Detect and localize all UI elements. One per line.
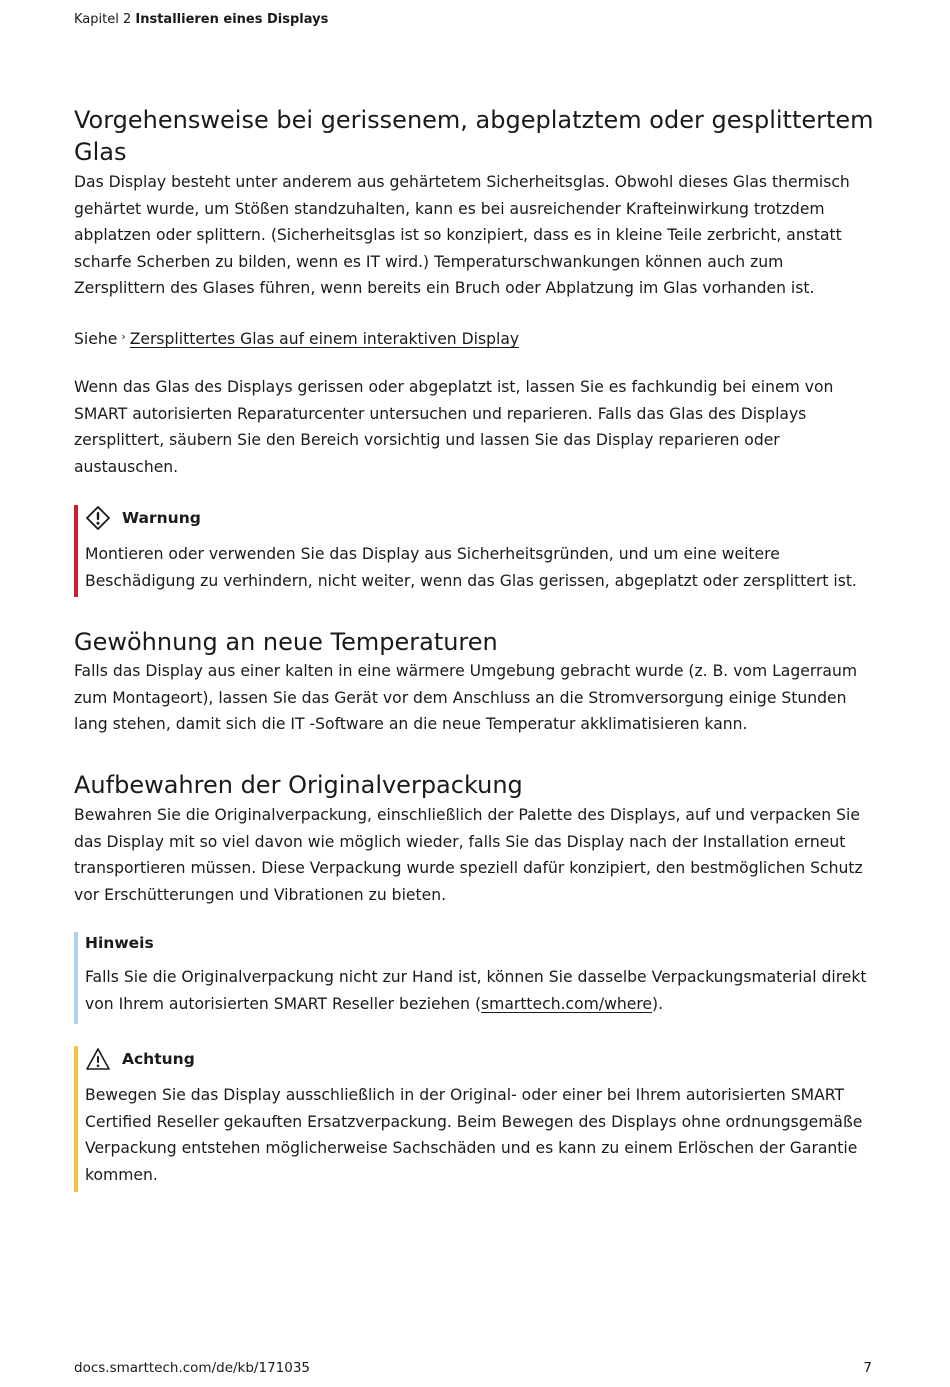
page-number: 7 xyxy=(863,1360,872,1376)
caution-body: Bewegen Sie das Display ausschließlich in der Original- oder einer bei Ihrem autorisierten SMART Certified Reseller gekauften Ersatzverpackung. Beim Bewegen des Displays ohne ordnungsgemäße Verpackung entstehen möglicherweise Sachschäden und es kann zu einem Erlöschen der Garantie kommen. xyxy=(85,1086,863,1184)
note-text: Falls Sie die Originalverpackung nicht zur Hand ist, können Sie dasselbe Verpackungsmaterial direkt von Ihrem autorisierten SMART Reseller beziehen ( xyxy=(85,968,867,1013)
note-text-end: ). xyxy=(652,994,664,1013)
warning-title: Warnung xyxy=(122,509,201,527)
note-bar xyxy=(74,932,78,1024)
note-header xyxy=(85,932,885,954)
see-label: Siehe xyxy=(74,330,118,348)
see-link[interactable]: Zersplittertes Glas auf einem interaktiven Display xyxy=(129,330,520,348)
warning-header xyxy=(85,505,885,531)
chevron-right-icon: › xyxy=(121,330,126,343)
see-also xyxy=(74,326,519,350)
chapter-title: Installieren eines Displays xyxy=(135,12,329,27)
temperature-paragraph: Falls das Display aus einer kalten in eine wärmere Umgebung gebracht wurde (z. B. vom Lagerraum zum Montageort), lassen Sie das Gerät vor dem Anschluss an die Stromversorgung einige Stunden lang stehen, damit sich die IT -Software an die neue Temperatur akklimatisieren kann. xyxy=(74,662,858,734)
section-heading-packaging: Aufbewahren der Originalverpackung xyxy=(74,771,523,799)
footer-url[interactable]: docs.smarttech.com/de/kb/171035 xyxy=(74,1360,311,1376)
section-heading-temperature: Gewöhnung an neue Temperaturen xyxy=(74,628,498,656)
caution-callout xyxy=(74,1046,885,1192)
glass-paragraph-2: Wenn das Glas des Displays gerissen oder abgeplatzt ist, lassen Sie es fachkundig bei einem von SMART autorisierten Reparaturcenter untersuchen und reparieren. Falls das Glas des Displays zersplittert, säubern Sie den Bereich vorsichtig und lassen Sie das Display reparieren oder austauschen. xyxy=(74,378,834,476)
caution-triangle-icon xyxy=(85,1046,111,1072)
chapter-label: Kapitel 2 xyxy=(74,12,132,27)
note-title: Hinweis xyxy=(85,934,154,952)
note-callout xyxy=(74,932,885,1024)
warning-octagon-icon xyxy=(85,505,111,531)
glass-paragraph: Das Display besteht unter anderem aus gehärtetem Sicherheitsglas. Obwohl dieses Glas thermisch gehärtet wurde, um Stößen standzuhalten, kann es bei ausreichender Krafteinwirkung trotzdem abplatzen oder splittern. (Sicherheitsglas ist so konzipiert, dass es in kleine Teile zerbricht, anstatt scharfe Scherben zu bilden, wenn es IT wird.) Temperaturschwankungen können auch zum Zersplittern des Glases führen, wenn bereits ein Bruch oder Abplatzung im Glas vorhanden ist. xyxy=(74,173,850,298)
caution-bar xyxy=(74,1046,78,1192)
warning-callout xyxy=(74,505,885,597)
caution-header xyxy=(85,1046,885,1072)
caution-title: Achtung xyxy=(122,1050,195,1068)
page-header xyxy=(74,11,328,29)
warning-body: Montieren oder verwenden Sie das Display aus Sicherheitsgründen, und um eine weitere Beschädigung zu verhindern, nicht weiter, wenn das Glas gerissen, abgeplatzt oder zersplittert ist. xyxy=(85,545,857,590)
section-heading-glass: Vorgehensweise bei gerissenem, abgeplatztem oder gesplittertem Glas xyxy=(74,106,874,166)
warning-bar xyxy=(74,505,78,597)
packaging-paragraph: Bewahren Sie die Originalverpackung, einschließlich der Palette des Displays, auf und verpacken Sie das Display mit so viel davon wie möglich wieder, falls Sie das Display nach der Installation erneut transportieren müssen. Diese Verpackung wurde speziell dafür konzipiert, den bestmöglichen Schutz vor Erschütterungen und Vibrationen zu bieten. xyxy=(74,806,863,904)
smarttech-where-link[interactable]: smarttech.com/where xyxy=(481,994,652,1013)
note-body xyxy=(85,964,885,1017)
